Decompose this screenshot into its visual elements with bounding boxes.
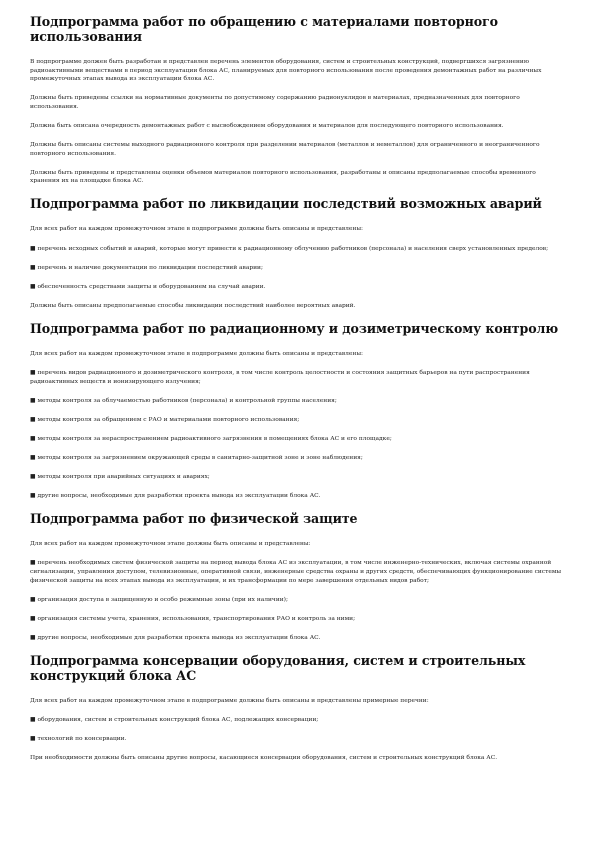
section-heading: Подпрограмма работ по ликвидации последствий возможных аварий — [30, 196, 542, 212]
section-physical-protection — [30, 511, 565, 642]
list-item: ■ технологий по консервации. — [30, 736, 127, 743]
list-item: ■ перечень необходимых систем физической защиты на период вывода блока АС из эксплуатации, в том числе инженерно-технических, включая системы охранной сигнализации, управления доступом, телевизионные, оперативной связи, инженерные средства охраны и других средств, обеспечивающих функционирование системы физической защиты на всех этапах вывода из эксплуатации, и их трансформации по мере завершения отдельных видов работ; — [30, 560, 562, 584]
list-item: ■ другие вопросы, необходимые для разработки проекта вывода из эксплуатации блока АС. — [30, 493, 321, 500]
paragraph: Должна быть описана очередность демонтажных работ с высвобождением оборудования и материалов для последующего повторного использования. — [30, 122, 504, 129]
paragraph: В подпрограмме должен быть разработан и представлен перечень элементов оборудования, систем и строительных конструкций, подвергшихся загрязнению радиоактивными веществами в период эксплуатации блока АС, планируемых для повторного использования после проведения демонтажных работ на различных промежуточных этапах вывода из эксплуатации блока АС. — [30, 59, 542, 83]
list-item: ■ методы контроля при аварийных ситуациях и авариях; — [30, 474, 210, 481]
list-item: ■ другие вопросы, необходимые для разработки проекта вывода из эксплуатации блока АС. — [30, 634, 321, 641]
list-item: ■ методы контроля за загрязнением окружающей среды в санитарно-защитной зоне и зоне наблюдения; — [30, 454, 363, 461]
section-heading: Подпрограмма консервации оборудования, систем и строительных конструкций блока АС — [30, 652, 526, 683]
section-reuse-materials — [30, 14, 565, 186]
list-item: ■ оборудования, систем и строительных конструкций блока АС, подлежащих консервации; — [30, 717, 319, 723]
list-item: ■ организация доступа в защищенную и особо режимные зоны (при их наличии); — [30, 596, 288, 603]
paragraph: Для всех работ на каждом промежуточном этапе в подпрограмме должны быть описаны и представлены: — [30, 226, 363, 233]
document-page — [30, 14, 565, 773]
section-accident-liquidation — [30, 196, 565, 310]
section-heading: Подпрограмма работ по обращению с материалами повторного использования — [30, 14, 498, 44]
paragraph: При необходимости должны быть описаны другие вопросы, касающиеся консервации оборудования, систем и строительных конструкций блока АС. — [30, 755, 498, 762]
section-radiation-control — [30, 321, 565, 501]
list-item: ■ методы контроля за обращением с РАО и материалами повторного использования; — [30, 416, 300, 423]
list-item: ■ перечень и наличие документации по ликвидации последствий аварии; — [30, 264, 263, 271]
list-item: ■ обеспеченность средствами защиты и оборудованием на случай аварии. — [30, 283, 266, 290]
paragraph: Должны быть приведены ссылки на нормативные документы по допустимому содержанию радионуклидов в материалах, предназначенных для повторного использования. — [30, 95, 520, 110]
list-item: ■ перечень исходных событий и аварий, которые могут привести к радиационному облучению работников (персонала) и населения сверх установленных пределов; — [30, 245, 549, 252]
paragraph: Для всех работ на каждом промежуточном этапе в подпрограмме должны быть описаны и представлены: — [30, 350, 363, 357]
list-item: ■ организация системы учета, хранения, использования, транспортирования РАО и контроль за ними; — [30, 615, 356, 622]
list-item: ■ перечень видов радиационного и дозиметрического контроля, в том числе контроль целостности и состояния защитных барьеров на пути распространения радиоактивных веществ и ионизирующего излучения; — [30, 370, 530, 385]
list-item: ■ методы контроля за нераспространением радиоактивного загрязнения в помещениях блока АС и его площадке; — [30, 435, 392, 442]
section-heading: Подпрограмма работ по физической защите — [30, 511, 358, 527]
list-item: ■ методы контроля за облучаемостью работников (персонала) и контрольной группы населения; — [30, 397, 337, 404]
paragraph: Для всех работ на каждом промежуточном этапе в подпрограмме должны быть описаны и представлены примерные перечни: — [30, 697, 429, 704]
section-heading: Подпрограмма работ по радиационному и дозиметрическому контролю — [30, 320, 559, 336]
section-conservation — [30, 653, 565, 763]
paragraph: Для всех работ на каждом промежуточном этапе должны быть описаны и представлены: — [30, 541, 311, 548]
paragraph: Должны быть описаны системы выходного радиационного контроля при разделении материалов (металлов и неметаллов) для ограниченного и неограниченного повторного использования. — [30, 142, 540, 157]
paragraph: Должны быть приведены и представлены оценки объемов материалов повторного использования, разработаны и описаны предполагаемые способы временного хранения их на площадке блока АС. — [30, 169, 536, 185]
paragraph: Должны быть описаны предполагаемые способы ликвидации последствий наиболее вероятных аварий. — [30, 302, 356, 309]
